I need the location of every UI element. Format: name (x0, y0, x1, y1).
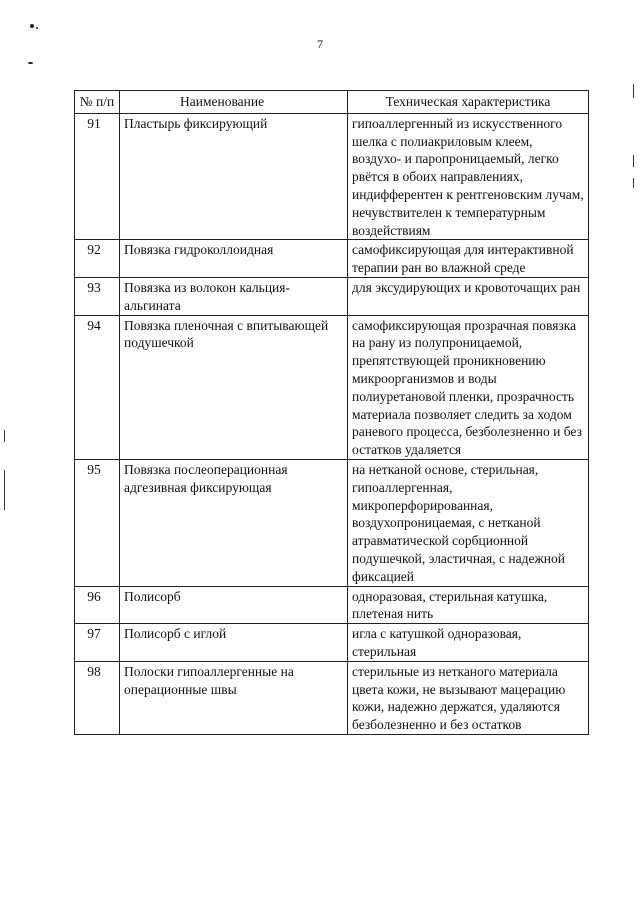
row-specification: на нетканой основе, стерильная, гипоаллергенная, микроперфорированная, воздухопроницаемая, с нетканой атравматической сорбционной подушечкой, эластичная, с надежной фиксацией (348, 459, 589, 586)
table-row (75, 661, 589, 734)
row-specification: стерильные из нетканого материала цвета кожи, не вызывают мацерацию кожи, надежно держатся, удаляются безболезненно и без остатков (348, 661, 589, 734)
row-number: 94 (75, 315, 120, 459)
table-row (75, 586, 589, 624)
table-header-row (75, 91, 589, 114)
scan-edge-mark (633, 155, 634, 167)
header-name: Наименование (120, 91, 348, 114)
scan-speck (36, 27, 38, 29)
header-specification: Техническая характеристика (348, 91, 589, 114)
page-number: 7 (317, 37, 323, 51)
scan-edge-mark (633, 84, 634, 98)
header-number: № п/п (75, 91, 120, 114)
table-row (75, 624, 589, 662)
row-name: Повязка послеоперационная адгезивная фиксирующая (120, 459, 348, 586)
row-specification: одноразовая, стерильная катушка, плетеная нить (348, 586, 589, 624)
row-specification: самофиксирующая прозрачная повязка на рану из полупроницаемой, препятствующей проникновению микроорганизмов и воды полиуретановой пленки, прозрачность материала позволяет следить за ходом раневого процесса, безболезненно и без остатков удаляется (348, 315, 589, 459)
scan-speck (28, 62, 33, 64)
specification-table (74, 90, 589, 735)
row-number: 92 (75, 240, 120, 278)
scan-edge-mark (633, 178, 634, 188)
row-name: Полоски гипоаллергенные на операционные швы (120, 661, 348, 734)
row-name: Полисорб с иглой (120, 624, 348, 662)
row-number: 96 (75, 586, 120, 624)
row-name: Полисорб (120, 586, 348, 624)
row-number: 93 (75, 277, 120, 315)
row-specification: самофиксирующая для интерактивной терапии ран во влажной среде (348, 240, 589, 278)
row-name: Повязка гидроколлоидная (120, 240, 348, 278)
row-specification: для эксудирующих и кровоточащих ран (348, 277, 589, 315)
row-name: Повязка из волокон кальция-альгината (120, 277, 348, 315)
scan-edge-mark (4, 430, 5, 442)
row-name: Повязка пленочная с впитывающей подушечкой (120, 315, 348, 459)
row-number: 91 (75, 113, 120, 240)
table-row (75, 459, 589, 586)
row-number: 95 (75, 459, 120, 586)
scan-speck (30, 24, 34, 28)
row-specification: гипоаллергенный из искусственного шелка с полиакриловым клеем, воздухо- и паропроницаемый, легко рвётся в обоих направлениях, индифферентен к рентгеновским лучам, нечувствителен к температурным воздействиям (348, 113, 589, 240)
row-number: 98 (75, 661, 120, 734)
row-number: 97 (75, 624, 120, 662)
table-row (75, 277, 589, 315)
table-row (75, 113, 589, 240)
table-row (75, 240, 589, 278)
scan-edge-mark (4, 470, 5, 510)
row-specification: игла с катушкой одноразовая, стерильная (348, 624, 589, 662)
row-name: Пластырь фиксирующий (120, 113, 348, 240)
table-row (75, 315, 589, 459)
